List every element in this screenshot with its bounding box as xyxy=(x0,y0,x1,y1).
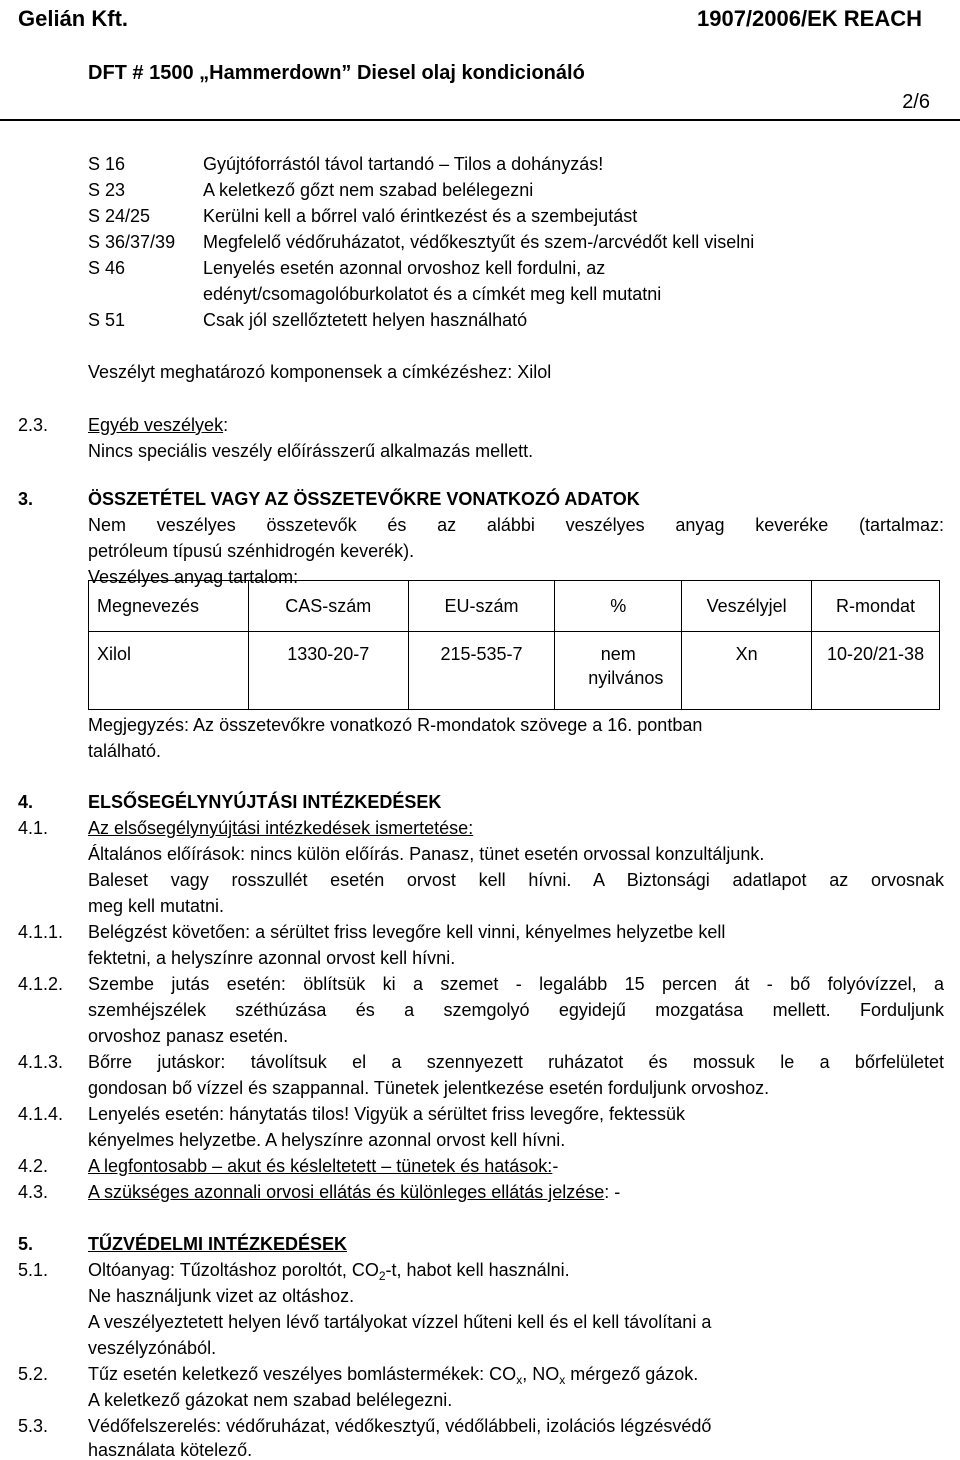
paragraph-line: gondosan bő vízzel és szappannal. Tünetek jelentkezése esetén forduljunk orvoshoz. xyxy=(88,1078,770,1098)
paragraph-line: Általános előírások: nincs külön előírás. Panasz, tünet esetén orvossal konzultáljunk. xyxy=(88,844,765,864)
s-phrase-code: S 16 xyxy=(88,154,126,174)
paragraph-line: Tűz esetén keletkező veszélyes bomlástermékek: $CO_x$, $NO_x$ mérgező gázok. xyxy=(88,1364,699,1387)
paragraph-line: Védőfelszerelés: védőruházat, védőkesztyű, védőlábbeli, izolációs légzésvédő xyxy=(88,1416,712,1436)
paragraph-line: szemhéjszélek széthúzása és a szemgolyó egyidejű mozgatása mellett. Forduljunk xyxy=(88,1000,944,1020)
s-phrase-text: Megfelelő védőruházatot, védőkesztyűt és szem-/arcvédőt kell viselni xyxy=(203,232,755,252)
s-phrase-code: S 23 xyxy=(88,180,126,200)
table-header-cell: R-mondat xyxy=(812,581,940,632)
paragraph-line: Baleset vagy rosszullét esetén orvost kell hívni. A Biztonsági adatlapot az orvosnak xyxy=(88,870,944,890)
paragraph-line: A keletkező gázokat nem szabad belélegezni. xyxy=(88,1390,453,1410)
paragraph-line: meg kell mutatni. xyxy=(88,896,225,916)
table-cell: 1330-20-7 xyxy=(248,632,408,710)
substance-table xyxy=(88,580,940,710)
subsection-number: 4.3. xyxy=(18,1182,49,1202)
table-cell: Xn xyxy=(682,632,812,710)
table-cell: Xilol xyxy=(89,632,249,710)
content-label: Veszélyes anyag tartalom: xyxy=(88,567,299,587)
table-note: Megjegyzés: Az összetevőkre vonatkozó R-mondatok szövege a 16. pontban xyxy=(88,715,703,735)
composition-intro: Nem veszélyes összetevők és az alábbi veszélyes anyag keveréke (tartalmaz: xyxy=(88,515,944,535)
table-header-row xyxy=(89,581,940,632)
page-number: 2/6 xyxy=(902,91,930,113)
table-header-cell: Veszélyjel xyxy=(682,581,812,632)
paragraph-line: kényelmes helyzetbe. A helyszínre azonnal orvost kell hívni. xyxy=(88,1130,566,1150)
subsection-title: Az elsősegélynyújtási intézkedések ismertetése: xyxy=(88,818,474,838)
composition-intro-cont: petróleum típusú szénhidrogén keverék). xyxy=(88,541,415,561)
section-number: 4. xyxy=(18,792,34,812)
section-title: ÖSSZETÉTEL VAGY AZ ÖSSZETEVŐKRE VONATKOZÓ ADATOK xyxy=(88,489,640,509)
section-heading-2-3 xyxy=(88,416,228,434)
subsection-number: 4.1.4. xyxy=(18,1104,64,1124)
s-phrase-code: S 51 xyxy=(88,310,126,330)
subsection-number: 4.2. xyxy=(18,1156,49,1176)
s-phrase-code: S 36/37/39 xyxy=(88,232,176,252)
table-header-cell: % xyxy=(555,581,682,632)
table-header-cell: CAS-szám xyxy=(248,581,408,632)
s-phrase-text: Lenyelés esetén azonnal orvoshoz kell fordulni, az xyxy=(203,258,606,278)
company-name: Gelián Kft. xyxy=(18,6,129,31)
subsection-number: 5.3. xyxy=(18,1416,49,1436)
table-cell: nem nyilvános xyxy=(555,632,682,710)
subsection-number: 5.2. xyxy=(18,1364,49,1384)
subsection-title: A szükséges azonnali orvosi ellátás és különleges ellátás jelzése xyxy=(88,1182,605,1202)
paragraph-line: A veszélyeztetett helyen lévő tartályokat vízzel hűteni kell és el kell távolítani a xyxy=(88,1312,712,1332)
subsection-number: 4.1.2. xyxy=(18,974,64,994)
section-title: Egyéb veszélyek xyxy=(88,415,224,435)
subsection-number: 4.1.3. xyxy=(18,1052,64,1072)
table-cell: 215-535-7 xyxy=(408,632,555,710)
subsection-number: 4.1. xyxy=(18,818,49,838)
section-title: ELSŐSEGÉLYNYÚJTÁSI INTÉZKEDÉSEK xyxy=(88,792,442,812)
s-phrase-text: A keletkező gőzt nem szabad belélegezni xyxy=(203,180,534,200)
s-phrase-text: Gyújtóforrástól távol tartandó – Tilos a dohányzás! xyxy=(203,154,604,174)
paragraph-line: Bőrre jutáskor: távolítsuk el a szennyezett ruházatot és mossuk le a bőrfelületet xyxy=(88,1052,944,1072)
s-phrase-text-cont: edényt/csomagolóburkolatot és a címkét meg kell mutatni xyxy=(203,284,662,304)
s-phrase-code: S 46 xyxy=(88,258,126,278)
subsection-title: A legfontosabb – akut és késleltetett – tünetek és hatások: xyxy=(88,1156,553,1176)
heading-colon: : xyxy=(223,415,229,435)
labeling-components: Veszélyt meghatározó komponensek a címkézéshez: Xilol xyxy=(88,362,552,382)
table-row xyxy=(89,632,940,710)
subsection-number: 4.1.1. xyxy=(18,922,64,942)
section-number: 3. xyxy=(18,489,34,509)
subsection-number: 5.1. xyxy=(18,1260,49,1280)
section-number: 5. xyxy=(18,1234,34,1254)
table-cell: 10-20/21-38 xyxy=(812,632,940,710)
s-phrase-text: Kerülni kell a bőrrel való érintkezést és a szembejutást xyxy=(203,206,638,226)
paragraph-line: orvoshoz panasz esetén. xyxy=(88,1026,289,1046)
table-header-cell: EU-szám xyxy=(408,581,555,632)
table-header-cell: Megnevezés xyxy=(89,581,249,632)
paragraph-line: Ne használjunk vizet az oltáshoz. xyxy=(88,1286,355,1306)
subsection-value: : - xyxy=(604,1182,621,1202)
paragraph-line: fektetni, a helyszínre azonnal orvost kell hívni. xyxy=(88,948,456,968)
paragraph-line: Lenyelés esetén: hánytatás tilos! Vigyük a sérültet friss levegőre, fektessük xyxy=(88,1104,685,1124)
s-phrase-code: S 24/25 xyxy=(88,206,151,226)
paragraph-line: Oltóanyag: Tűzoltáshoz poroltót, $CO_2-t$, habot kell használni. xyxy=(88,1260,570,1283)
paragraph-line: használata kötelező. xyxy=(88,1440,253,1460)
subsection-value: - xyxy=(552,1156,559,1176)
regulation-id: 1907/2006/EK REACH xyxy=(696,6,922,31)
s-phrase-text: Csak jól szellőztetett helyen használható xyxy=(203,310,528,330)
table-note-cont: található. xyxy=(88,741,162,761)
header-divider xyxy=(0,119,960,121)
paragraph-line: Szembe jutás esetén: öblítsük ki a szemet - legalább 15 percen át - bő folyóvízzel, a xyxy=(88,974,944,994)
section-number: 2.3. xyxy=(18,415,49,435)
product-title: DFT # 1500 „Hammerdown” Diesel olaj kondicionáló xyxy=(88,62,585,84)
paragraph-line: veszélyzónából. xyxy=(88,1338,217,1358)
section-text: Nincs speciális veszély előírásszerű alkalmazás mellett. xyxy=(88,441,534,461)
section-title: TŰZVÉDELMI INTÉZKEDÉSEK xyxy=(88,1234,348,1254)
paragraph-line: Belégzést követően: a sérültet friss levegőre kell vinni, kényelmes helyzetbe kell xyxy=(88,922,726,942)
